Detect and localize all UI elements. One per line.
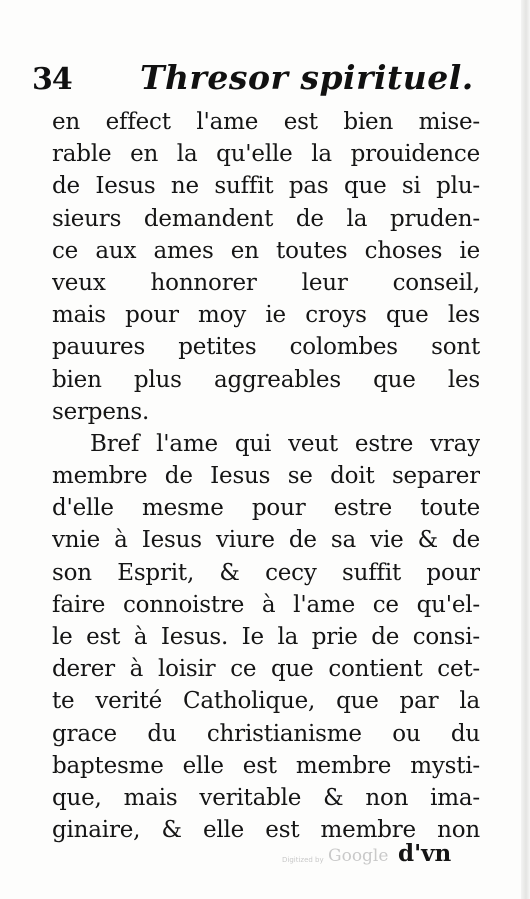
text-line-17: le est à Iesus. Ie la prie de consi- <box>52 624 480 650</box>
page-header <box>32 56 472 106</box>
text-line-19: te verité Catholique, que par la <box>52 688 480 715</box>
text-line-21: baptesme elle est membre mysti- <box>52 752 480 779</box>
text-line-2: rable en la qu'elle la prouidence <box>52 141 480 168</box>
text-line-6: veux honnorer leur conseil, <box>52 269 480 296</box>
text-line-3: de Iesus ne suffit pas que si plu- <box>52 173 480 200</box>
text-line-20: grace du christianisme ou du <box>52 720 480 747</box>
text-line-15: son Esprit, & cecy suffit pour <box>52 559 480 586</box>
text-line-8: pauures petites colombes sont <box>52 334 480 361</box>
text-line-10: serpens. <box>52 398 150 425</box>
text-line-7: mais pour moy ie croys que les <box>52 302 480 329</box>
page-number: 34 <box>32 62 72 97</box>
page-edge-shadow <box>521 0 530 899</box>
google-watermark <box>282 846 394 872</box>
catchword: d'vn <box>398 840 452 867</box>
text-line-18: derer à loisir ce que contient cet- <box>52 656 480 683</box>
text-line-1: en effect l'ame est bien mise- <box>52 109 480 135</box>
text-line-9: bien plus aggreables que les <box>52 366 480 393</box>
watermark-brand: Google <box>328 846 389 866</box>
running-title: Thresor spirituel. <box>140 58 474 97</box>
text-line-11: Bref l'ame qui veut estre vray <box>90 430 480 457</box>
text-line-22: que, mais veritable & non ima- <box>52 784 480 811</box>
watermark-small-text: Digitized by <box>282 856 324 864</box>
text-line-16: faire connoistre à l'ame ce qu'el- <box>52 591 480 618</box>
text-line-23: ginaire, & elle est membre non <box>52 817 480 844</box>
text-line-5: ce aux ames en toutes choses ie <box>52 237 480 264</box>
text-line-13: d'elle mesme pour estre toute <box>52 495 480 522</box>
body-text <box>52 106 480 846</box>
text-line-4: sieurs demandent de la pruden- <box>52 205 480 232</box>
text-line-14: vnie à Iesus viure de sa vie & de <box>52 527 480 554</box>
text-line-12: membre de Iesus se doit separer <box>52 463 480 490</box>
